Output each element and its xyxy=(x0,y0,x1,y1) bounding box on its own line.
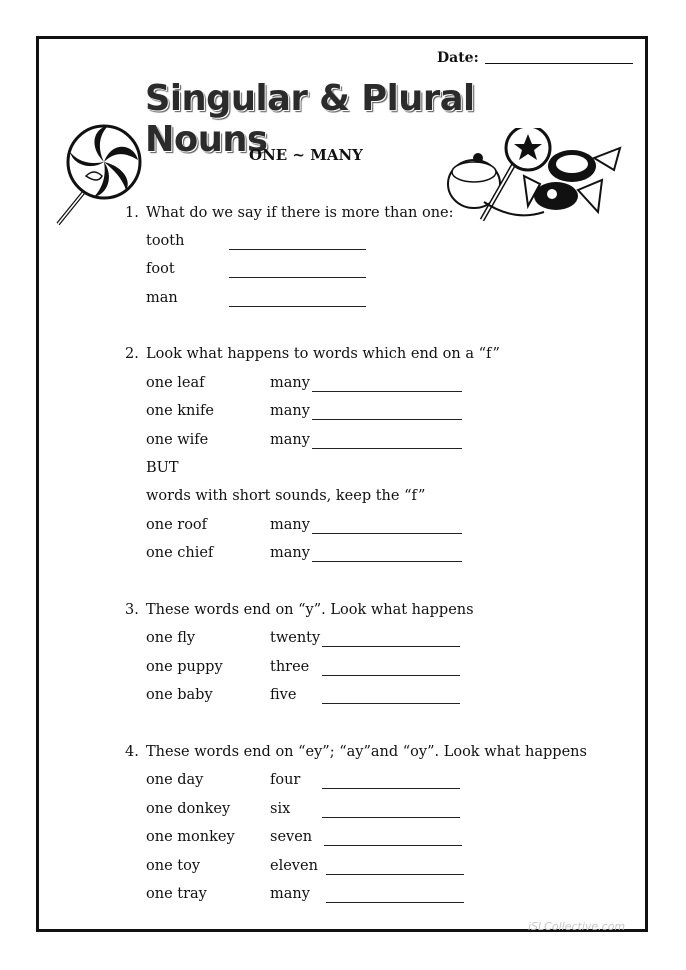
q2-item-many: many xyxy=(270,545,310,561)
q2-item-one: one leaf xyxy=(146,375,205,391)
page-subtitle: ONE ~ MANY xyxy=(249,146,363,164)
watermark: iSLCollective.com xyxy=(528,920,626,933)
q2-answer-blank[interactable] xyxy=(312,561,462,562)
page-title: Singular & Plural Nouns xyxy=(145,78,475,160)
q1-answer-blank[interactable] xyxy=(229,306,366,307)
q2-answer-blank[interactable] xyxy=(312,448,462,449)
q3-answer-blank[interactable] xyxy=(322,703,460,704)
q3-item-qty: three xyxy=(270,659,310,675)
q4-item-qty: many xyxy=(270,886,310,902)
q1-prompt: What do we say if there is more than one: xyxy=(146,205,454,221)
q4-item-qty: eleven xyxy=(270,858,318,874)
q1-item-foot: foot xyxy=(146,261,175,277)
date-label: Date: xyxy=(437,50,479,66)
q2-item-one: one roof xyxy=(146,517,208,533)
q1-answer-blank[interactable] xyxy=(229,277,366,278)
q4-answer-blank[interactable] xyxy=(324,845,462,846)
q2-answer-blank[interactable] xyxy=(312,419,462,420)
q2-answer-blank[interactable] xyxy=(312,533,462,534)
q4-answer-blank[interactable] xyxy=(326,874,464,875)
q3-number: 3. xyxy=(125,602,139,618)
q2-but-label: BUT xyxy=(146,460,179,476)
q1-item-tooth: tooth xyxy=(146,233,185,249)
q2-answer-blank[interactable] xyxy=(312,391,462,392)
candy-pile-icon xyxy=(444,128,624,224)
q2-number: 2. xyxy=(125,346,139,362)
q2-item-many: many xyxy=(270,375,310,391)
q2-item-one: one wife xyxy=(146,432,209,448)
q3-item-one: one puppy xyxy=(146,659,223,675)
q1-answer-blank[interactable] xyxy=(229,249,366,250)
q3-answer-blank[interactable] xyxy=(322,675,460,676)
q4-item-one: one tray xyxy=(146,886,207,902)
q4-number: 4. xyxy=(125,744,139,760)
q4-prompt: These words end on “ey”; “ay”and “oy”. Look what happens xyxy=(146,744,587,760)
q4-item-one: one toy xyxy=(146,858,201,874)
q3-item-one: one fly xyxy=(146,630,196,646)
q4-answer-blank[interactable] xyxy=(322,817,460,818)
q4-answer-blank[interactable] xyxy=(322,788,460,789)
q4-item-qty: six xyxy=(270,801,291,817)
q2-item-one: one chief xyxy=(146,545,214,561)
q3-item-qty: twenty xyxy=(270,630,321,646)
date-field xyxy=(437,50,633,66)
q4-item-one: one monkey xyxy=(146,829,235,845)
q2-item-many: many xyxy=(270,403,310,419)
q2-item-many: many xyxy=(270,432,310,448)
q1-item-man: man xyxy=(146,290,178,306)
q3-item-qty: five xyxy=(270,687,297,703)
q3-item-one: one baby xyxy=(146,687,213,703)
q2-note: words with short sounds, keep the “f” xyxy=(146,488,426,504)
q1-number: 1. xyxy=(125,205,139,221)
q3-prompt: These words end on “y”. Look what happens xyxy=(146,602,474,618)
date-blank[interactable] xyxy=(485,63,633,64)
q4-item-qty: four xyxy=(270,772,301,788)
q2-prompt: Look what happens to words which end on a “f” xyxy=(146,346,500,362)
q4-item-one: one donkey xyxy=(146,801,231,817)
q2-item-one: one knife xyxy=(146,403,214,419)
q4-item-qty: seven xyxy=(270,829,313,845)
q2-item-many: many xyxy=(270,517,310,533)
q4-item-one: one day xyxy=(146,772,204,788)
q3-answer-blank[interactable] xyxy=(322,646,460,647)
q4-answer-blank[interactable] xyxy=(326,902,464,903)
